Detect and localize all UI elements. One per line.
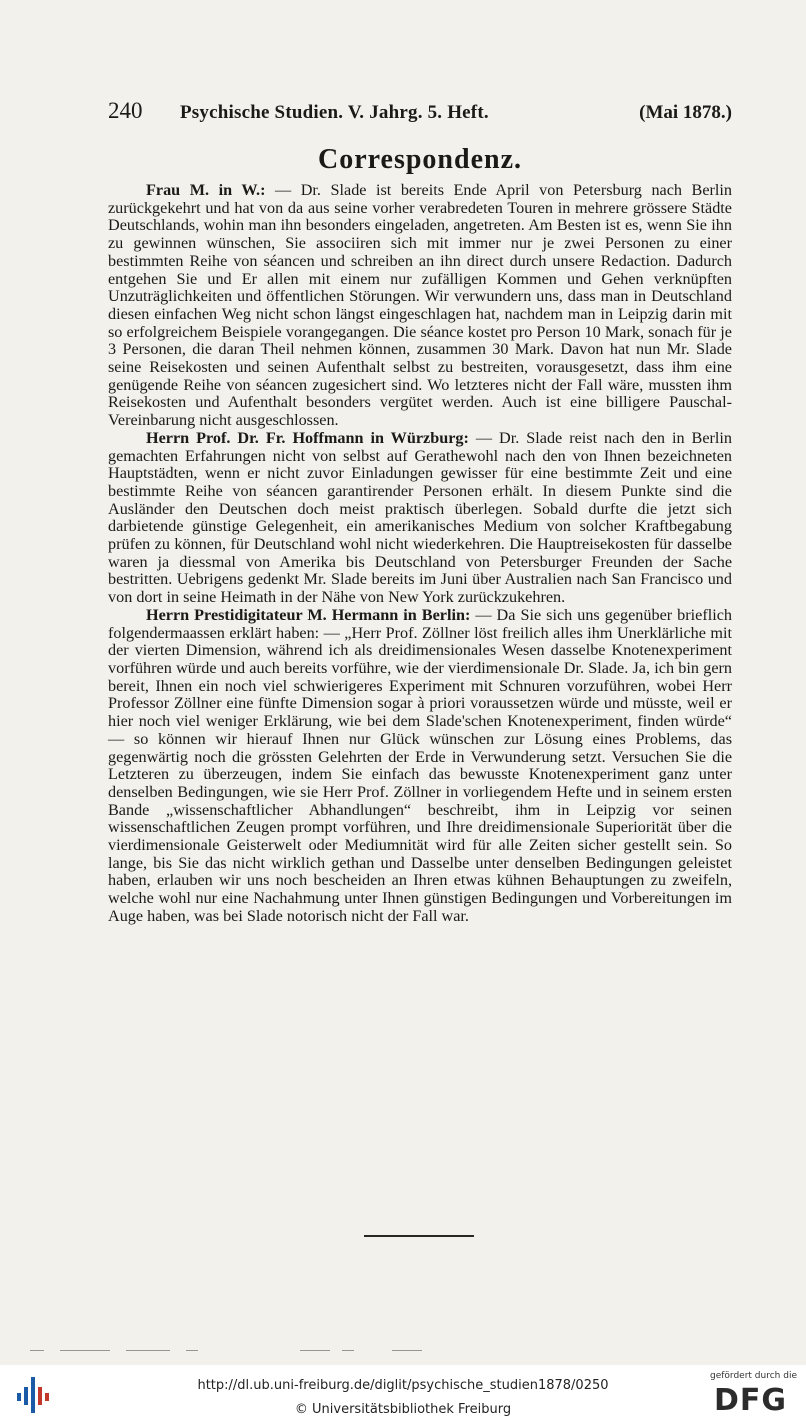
running-header	[108, 98, 732, 130]
paragraph-text: — Da Sie sich uns gegenüber brieflich folgendermaassen erklärt haben: — „Herr Prof. Zöllner löst freilich alles ihm Unerklärliche mit der vierten Dimension, während ich als dreidimensionales Wesen dasselbe Knotenexperiment vorführen würde und auch bereits vorführe, wie der vierdimensionale Dr. Slade. Ja, ich bin gern bereit, Ihnen ein noch viel schwierigeres Experiment mit Schnuren vorzuführen, wobei Herr Professor Zöllner eine fünfte Dimension sogar à priori voraussetzen würde und müsste, weil er hier noch viel weniger Erklärung, wie bei dem Slade'schen Knotenexperiment, finden würde“ — so können wir hierauf Ihnen nur Glück wünschen zur Lösung eines Problems, das gegenwärtig noch die grössten Gelehrten der Erde in Verwunderung setzt. Versuchen Sie die Letzteren zu überzeugen, indem Sie einfach das bewusste Knotenexperiment ganz unter denselben Bedingungen, wie sie Herr Prof. Zöllner in vorliegendem Hefte und in seinem ersten Bande „wissenschaftlicher Abhandlungen“ beschreibt, ihm in Leipzig vor seinen wissenschaftlichen Zeugen prompt vorführen, und Ihre dreidimensionale Superiorität über die vierdimensionale Geisterwelt oder Mediumnität wird für alle Zeiten sicher gestellt sein. So lange, bis Sie das nicht wirklich gethan und Dasselbe unter denselben Bedingungen geleistet haben, erlauben wir uns noch bescheiden an Ihren etwas kühnen Behauptungen zu zweifeln, welche wohl nur eine Nachahmung unter Ihnen günstigen Bedingungen und Vorbereitungen im Auge haben, was bei Slade notorisch nicht der Fall war.	[108, 605, 732, 925]
page-number: 240	[108, 98, 143, 123]
addressee-lead: Frau M. in W.:	[146, 181, 266, 199]
paragraph-frau-m	[108, 182, 732, 430]
bleed-mark	[60, 1350, 110, 1351]
bleed-mark	[342, 1350, 354, 1351]
document-url[interactable]: http://dl.ub.uni-freiburg.de/diglit/psychische_studien1878/0250	[197, 1378, 609, 1393]
closing-rule	[364, 1235, 474, 1237]
bleed-mark	[392, 1350, 422, 1351]
paragraph-hoffmann	[108, 430, 732, 607]
funder-logo-text: DFG	[714, 1383, 788, 1418]
bleed-mark	[126, 1350, 170, 1351]
article-body	[108, 182, 732, 926]
section-title: Correspondenz.	[317, 144, 523, 175]
bleed-mark	[186, 1350, 198, 1351]
paragraph-hermann	[108, 607, 732, 926]
addressee-lead: Herrn Prestidigitateur M. Hermann in Berlin:	[146, 605, 471, 624]
viewer-footer	[0, 1365, 806, 1423]
paragraph-text: — Dr. Slade reist nach den in Berlin gemachten Erfahrungen nicht von selbst auf Gerathewohl nach den von Ihnen bezeichneten Hauptstädten, wenn er nicht zuvor Einladungen gewisser für eine bestimmte Zeit und eine bestimmte Reihe von séancen garantirender Personen erhält. In diesem Punkte sind die Ausländer den Deutschen doch meist praktisch überlegen. Sobald durfte die jetzt sich darbietende günstige Gelegenheit, ein amerikanisches Medium von solcher Kraftbegabung prüfen zu können, für Deutschland wohl nicht wiederkehren. Die Hauptreisekosten für dasselbe waren ja diessmal von Amerika bis Deutschland von Petersburger Freunden der Sache bestritten. Uebrigens gedenkt Mr. Slade bereits im Juni über Australien nach San Francisco und von dort in seine Heimath in der Nähe von New York zurückzukehren.	[108, 428, 732, 607]
bleed-mark	[300, 1350, 330, 1351]
bleed-mark	[30, 1350, 44, 1351]
funder-caption: gefördert durch die	[710, 1371, 797, 1381]
running-title: Psychische Studien. V. Jahrg. 5. Heft.	[180, 102, 489, 123]
dfg-logo-icon	[706, 1371, 798, 1421]
issue-date: (Mai 1878.)	[639, 102, 732, 123]
paragraph-text: — Dr. Slade ist bereits Ende April von Petersburg nach Berlin zurückgekehrt und hat von da aus seine vorher verabredeten Touren in mehrere grössere Städte Deutschlands, wohin man ihn besonders eingeladen, angetreten. Am Besten ist es, wenn Sie ihn zu gewinnen wünschen, Sie associiren sich mit immer nur je zwei Personen zu einer bestimmten Reihe von séancen und schreiben an ihn direct durch unsere Redaction. Dadurch entgehen Sie und Er allen mit einem nur zufälligen Kommen und Gehen verknüpften Unzuträglichkeiten und öffentlichen Störungen. Wir verwundern uns, dass man in Deutschland diesen einfachen Weg nicht schon längst eingeschlagen hat, nachdem man in Leipzig darin mit so erfolgreichem Beispiele vorangegangen. Die séance kostet pro Person 10 Mark, sonach für je 3 Personen, die daran Theil nehmen können, zusammen 30 Mark. Davon hat nun Mr. Slade seine Reisekosten und seinen Aufenthalt selbst zu bestreiten, vorausgesetzt, dass ihm eine genügende Reihe von séancen zugesichert sind. Wo letzteres nicht der Fall wäre, mussten ihm Reisekosten und Aufenthalt besonders vergütet werden. Auch ist eine billigere Pauschal-Vereinbarung nicht ausgeschlossen.	[108, 181, 732, 430]
addressee-lead: Herrn Prof. Dr. Fr. Hoffmann in Würzburg:	[146, 428, 469, 447]
copyright-notice: © Universitätsbibliothek Freiburg	[294, 1402, 512, 1417]
